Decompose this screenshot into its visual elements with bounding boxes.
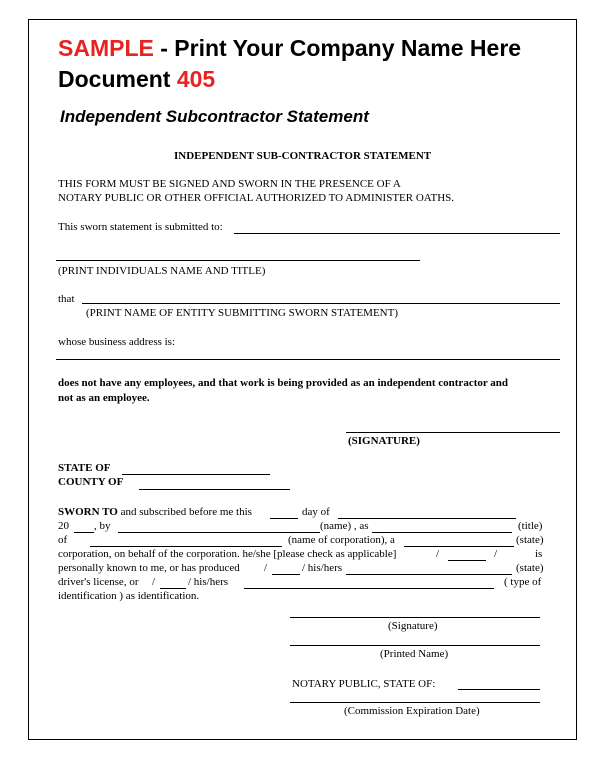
submitted-to-field[interactable] bbox=[234, 233, 560, 234]
check-produced-field[interactable] bbox=[272, 574, 300, 575]
print-name-title-caption: (PRINT INDIVIDUALS NAME AND TITLE) bbox=[58, 265, 266, 277]
state-label-2: (state) bbox=[516, 562, 544, 574]
type-of-label: ( type of bbox=[504, 576, 542, 588]
state-label: (state) bbox=[516, 534, 544, 546]
license-state-field[interactable] bbox=[346, 574, 512, 575]
his-hers-2: / his/hers bbox=[188, 576, 229, 588]
header-line-2 bbox=[58, 66, 215, 93]
behalf-text: corporation, on behalf of the corporation. he/she [please check as applicable] bbox=[58, 548, 397, 560]
county-of-label: COUNTY OF bbox=[58, 476, 124, 488]
document-subtitle: Independent Subcontractor Statement bbox=[60, 107, 369, 126]
corp-state-field[interactable] bbox=[404, 546, 514, 547]
entity-name-field[interactable] bbox=[82, 303, 560, 304]
sample-word: SAMPLE bbox=[58, 35, 154, 61]
statement-line-2: not as an employee. bbox=[58, 392, 150, 404]
signature-caption: (SIGNATURE) bbox=[348, 435, 420, 447]
notice-line-1: THIS FORM MUST BE SIGNED AND SWORN IN THE PRESENCE OF A bbox=[58, 178, 401, 190]
slash-3: / bbox=[264, 562, 268, 574]
signature-field[interactable] bbox=[346, 432, 560, 433]
company-line: - Print Your Company Name Here bbox=[153, 35, 522, 61]
id-type-field[interactable] bbox=[244, 588, 494, 589]
title-label: (title) bbox=[518, 520, 543, 532]
doc-word: Document bbox=[58, 66, 177, 92]
check-other-id-field[interactable] bbox=[160, 588, 186, 589]
year-prefix: 20 bbox=[58, 520, 69, 532]
subscribed-text: and subscribed before me this bbox=[117, 506, 252, 518]
notice-line-2: NOTARY PUBLIC OR OTHER OFFICIAL AUTHORIZED TO ADMINISTER OATHS. bbox=[58, 192, 455, 204]
form-title: INDEPENDENT SUB-CONTRACTOR STATEMENT bbox=[174, 150, 432, 162]
state-of-field[interactable] bbox=[122, 474, 270, 475]
identification-text: identification ) as identification. bbox=[58, 590, 200, 602]
is-label: is bbox=[535, 548, 543, 560]
notary-signature-field[interactable] bbox=[290, 617, 540, 618]
license-text: driver's license, or bbox=[58, 576, 139, 588]
statement-line-1: does not have any employees, and that work is being provided as an independent contractor and bbox=[58, 377, 509, 389]
corporation-field[interactable] bbox=[90, 546, 282, 547]
title-field[interactable] bbox=[372, 532, 512, 533]
printed-name-field[interactable] bbox=[290, 645, 540, 646]
by-label: , by bbox=[94, 520, 111, 532]
day-field[interactable] bbox=[270, 518, 298, 519]
county-of-field[interactable] bbox=[139, 489, 290, 490]
sworn-to: SWORN TO bbox=[58, 506, 118, 518]
state-of-label: STATE OF bbox=[58, 462, 111, 474]
month-field[interactable] bbox=[338, 518, 516, 519]
commission-date-field[interactable] bbox=[290, 702, 540, 703]
notary-signature-caption: (Signature) bbox=[388, 620, 438, 632]
business-address-field[interactable] bbox=[56, 359, 560, 360]
notary-state-label: NOTARY PUBLIC, STATE OF: bbox=[292, 678, 436, 690]
slash-2: / bbox=[494, 548, 498, 560]
printed-name-caption: (Printed Name) bbox=[380, 648, 449, 660]
header-line-1 bbox=[58, 35, 521, 62]
notary-state-field[interactable] bbox=[458, 689, 540, 690]
his-hers-1: / his/hers bbox=[302, 562, 343, 574]
doc-number: 405 bbox=[176, 66, 216, 92]
year-field[interactable] bbox=[74, 532, 94, 533]
slash-4: / bbox=[152, 576, 156, 588]
that-label: that bbox=[58, 293, 75, 305]
day-of-label: day of bbox=[302, 506, 330, 518]
check-known-field[interactable] bbox=[448, 560, 486, 561]
name-label: (name) , as bbox=[320, 520, 369, 532]
entity-caption: (PRINT NAME OF ENTITY SUBMITTING SWORN STATEMENT) bbox=[86, 307, 398, 319]
corp-name-label: (name of corporation), a bbox=[288, 534, 395, 546]
business-address-label: whose business address is: bbox=[58, 336, 176, 348]
commission-caption: (Commission Expiration Date) bbox=[344, 705, 480, 717]
sworn-line bbox=[58, 506, 252, 519]
of-label: of bbox=[58, 534, 68, 546]
name-field[interactable] bbox=[118, 532, 320, 533]
slash-1: / bbox=[436, 548, 440, 560]
known-text: personally known to me, or has produced bbox=[58, 562, 240, 574]
individual-name-field[interactable] bbox=[56, 260, 420, 261]
submitted-to-label: This sworn statement is submitted to: bbox=[58, 221, 223, 233]
